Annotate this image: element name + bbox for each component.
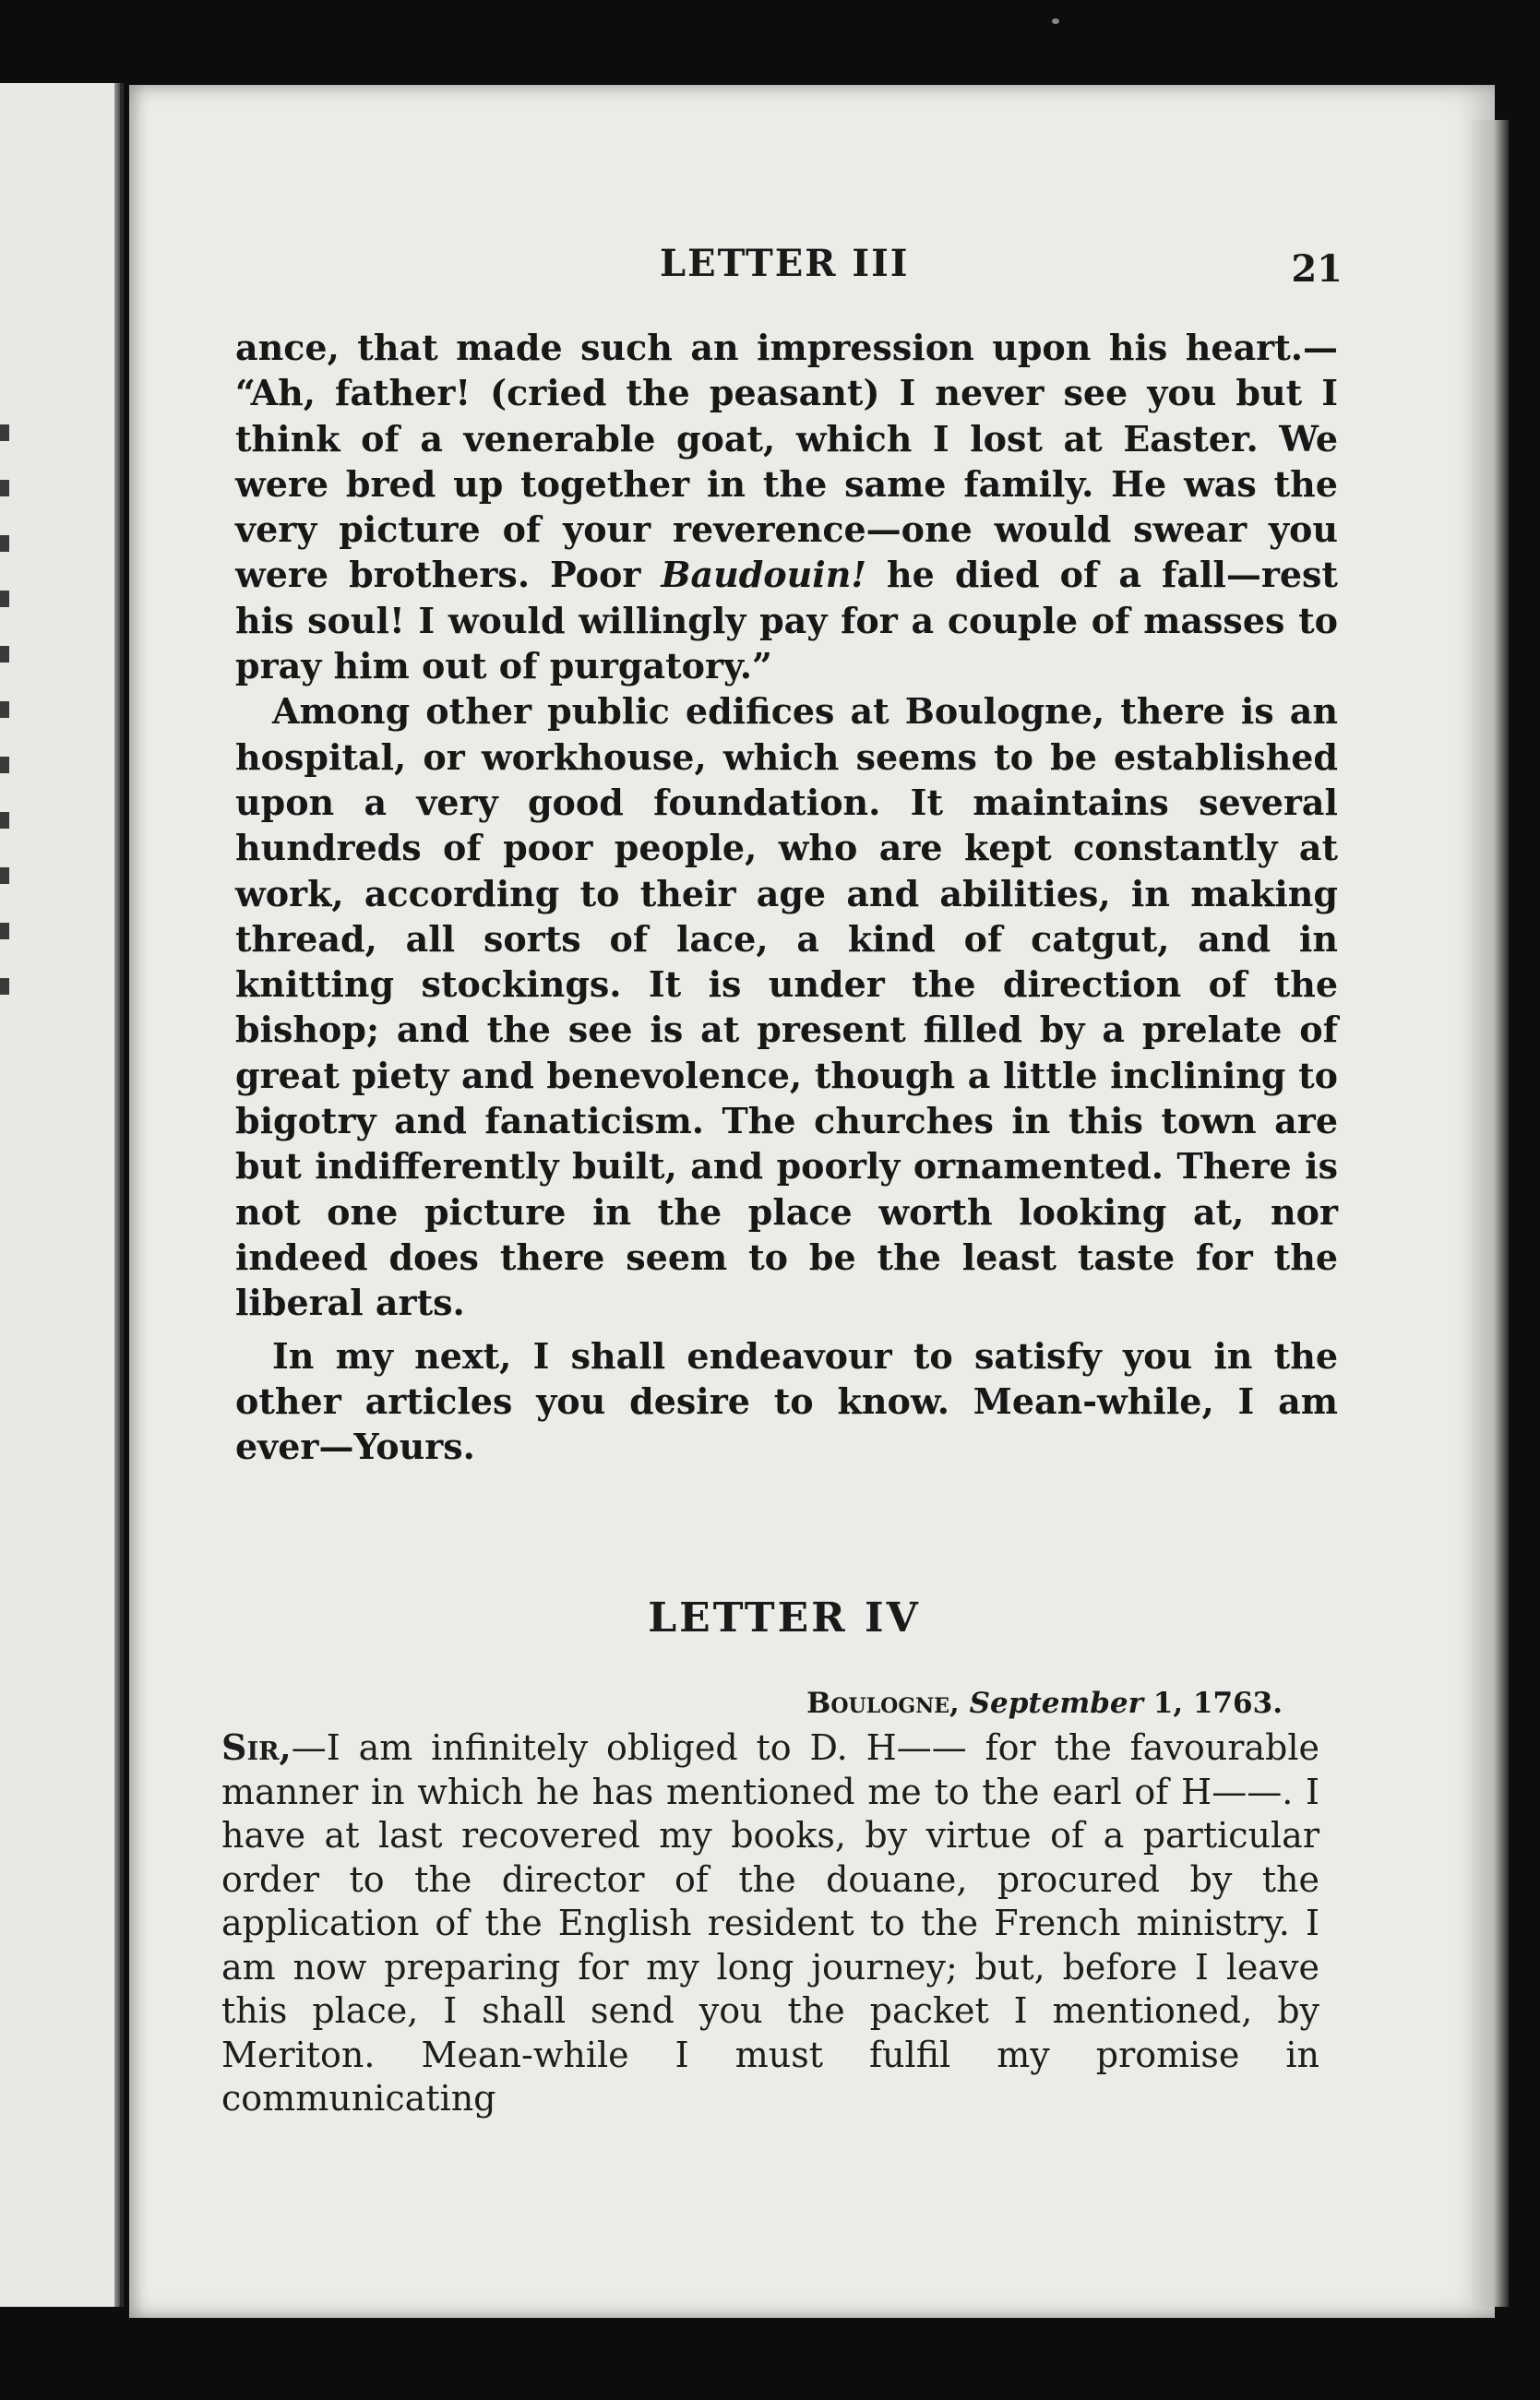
gutter-shadow: [114, 83, 120, 2307]
letter-iv-heading: LETTER IV: [648, 1594, 921, 1642]
running-title: LETTER III: [660, 242, 910, 285]
salutation: Sir,: [221, 1726, 292, 1768]
paragraph-1-tail: he died of a fall—rest his soul! I would willingly pay for a couple of masses to pray him out of purgatory.”: [235, 554, 1338, 687]
letter-iv-body: [221, 1725, 1319, 2121]
paragraph-1-text: ance, that made such an impression upon his heart.— “Ah, father! (cried the peasant) I never see you but I think of a venerable goat, which I lost at Easter. We were bred up together in the same family. He was the very picture of your reverence—one would swear you were brothers. Poor: [235, 327, 1338, 596]
dateline: [235, 1687, 1283, 1720]
dateline-rest: 1, 1763.: [1142, 1687, 1283, 1720]
dateline-place: Boulogne,: [806, 1687, 960, 1720]
letter-iii-body: [235, 325, 1338, 1469]
running-head: [235, 242, 1343, 297]
letter-iv-text: —I am infinitely obliged to D. H—— for the favourable manner in which he has mentioned me to the earl of H——. I have at last recovered my books, by virtue of a particular order to the director of the douane, procured by the application of the English resident to the French ministry. I am now preparing for my long journey; but, before I leave this place, I shall send you the packet I mentioned, by Meriton. Mean-while I must fulfil my promise in communicating: [221, 1727, 1319, 2119]
previous-page-edge: [0, 83, 124, 2307]
letter-iv-paragraph: [221, 1725, 1319, 2121]
dateline-month: September: [969, 1687, 1143, 1720]
paragraph-2: Among other public edifices at Boulogne, there is an hospital, or workhouse, which seems to be established upon a very good foundation. It maintains several hundreds of poor people, who are kept constantly at work, according to their age and abilities, in making thread, all sorts of lace, a kind of catgut, and in knitting stockings. It is under the direction of the bishop; and the see is at present filled by a prelate of great piety and benevolence, though a little inclining to bigotry and fanaticism. The churches in this town are but indifferently built, and poorly ornamented. There is not one picture in the place worth looking at, nor indeed does there seem to be the least taste for the liberal arts.: [235, 690, 1338, 1324]
dust-speck: [1052, 18, 1059, 24]
paragraph-3: In my next, I shall endeavour to satisfy you in the other articles you desire to know. Mean-while, I am ever—Yours.: [235, 1334, 1338, 1468]
page-fore-edge: [1472, 120, 1509, 2307]
italic-name: Baudouin!: [661, 554, 867, 596]
page-number: 21: [1291, 247, 1343, 291]
paragraph-1: [235, 325, 1338, 688]
previous-page-text-fragments: [0, 424, 13, 1070]
